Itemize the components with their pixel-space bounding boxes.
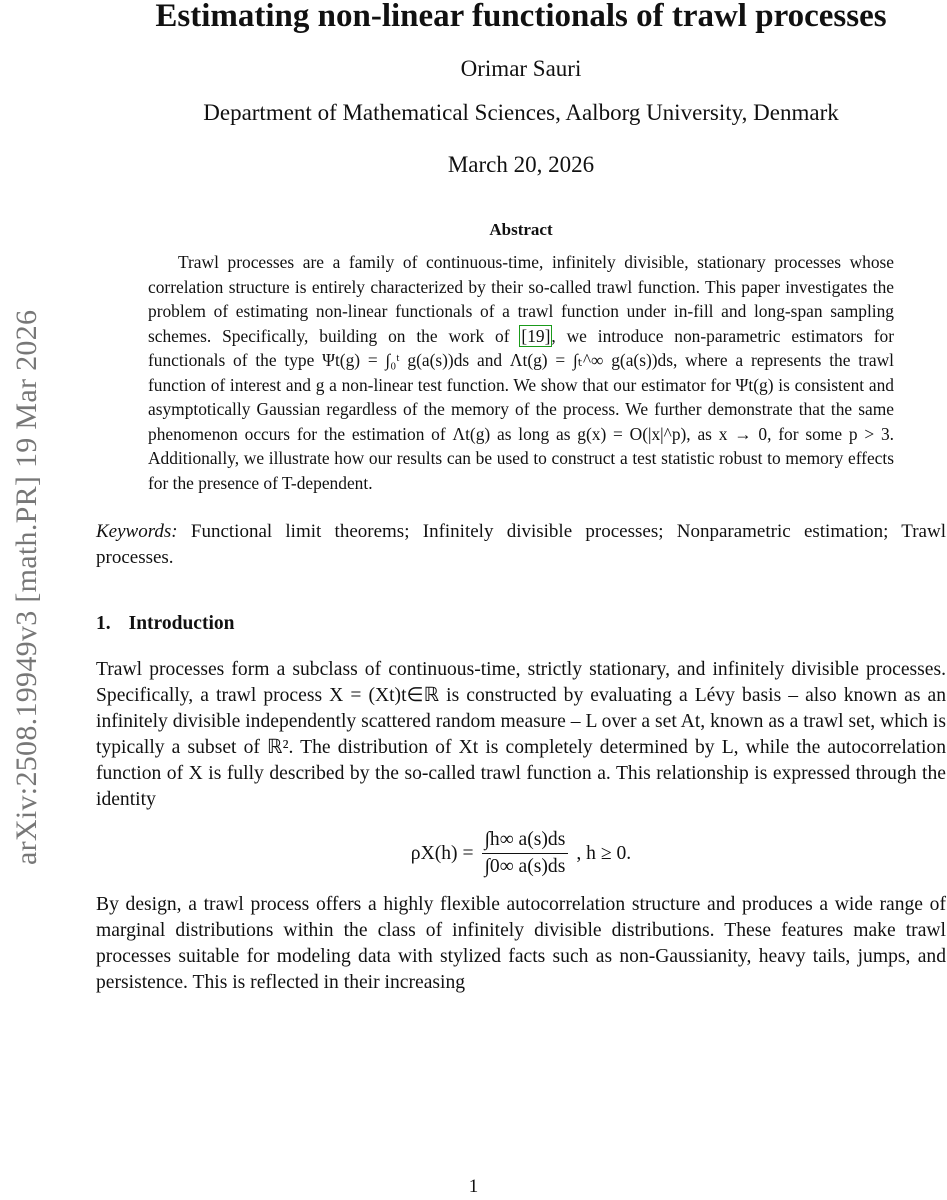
keywords-label: Keywords: [96,521,178,542]
equation-condition: , h ≥ 0. [576,842,632,864]
abstract-text-3: , where a represents the trawl function of interest and g a non-linear test function. We show that our estimator for Ψt(g) is consistent and asymptotically Gaussian regardless of the memory of the process. We further demonstrate that the same phenomenon occurs for the estimation of Λt(g) as long as g(x) = O(|x|^p), as x → 0, for some p > 3. Additionally, we illustrate how our results can be used to construct a test statistic robust to memory effects for the presence of T-dependent. [148,350,894,493]
lambda-definition: Λt(g) = ∫ₜ^∞ g(a(s))ds [509,350,674,370]
intro-paragraph-2: By design, a trawl process offers a highly flexible autocorrelation structure and produces a wide range of marginal distributions within the class of infinitely divisible distributions. These features make trawl processes suitable for modeling data with stylized facts such as non-Gaussianity, heavy tails, jumps, and persistence. This is reflected in their increasing [96,894,946,993]
page-number: 1 [468,1176,479,1197]
section-number: 1. [96,613,111,634]
equation-fraction [482,829,569,878]
psi-definition: Ψt(g) = ∫₀ᵗ g(a(s))ds [322,350,470,370]
author-name: Orimar Sauri [460,56,582,81]
equation-lhs: ρX(h) = [410,842,474,864]
autocorrelation-equation [96,829,946,878]
keywords [96,519,946,571]
paper-page [96,0,946,996]
citation-link-19[interactable]: [19] [521,325,551,346]
section-heading-introduction [96,613,946,635]
arxiv-identifier: arXiv:2508.19949v3 [math.PR] 19 Mar 2026 [10,309,43,865]
abstract-heading: Abstract [489,220,553,239]
equation-denominator: ∫0∞ a(s)ds [484,856,566,877]
keywords-text: Functional limit theorems; Infinitely divisible processes; Nonparametric estimation; Trawl processes. [96,521,946,568]
abstract-text-1: Trawl processes are a family of continuous-time, infinitely divisible, stationary processes whose correlation structure is entirely characterized by their so-called trawl function. This paper investigates the problem of estimating non-linear functionals of a trawl function under in-fill and long-span sampling schemes. Specifically, building on the work of [148,252,894,346]
equation-numerator: ∫h∞ a(s)ds [482,829,569,854]
abstract-body [148,250,894,495]
abstract-text-2: , we introduce non-parametric estimators for functionals of the type [148,325,894,370]
arxiv-sidebar-stamp [0,0,60,1200]
paper-title: Estimating non-linear functionals of trawl processes [155,0,887,34]
intro-paragraph-1: Trawl processes form a subclass of continuous-time, strictly stationary, and infinitely divisible processes. Specifically, a trawl process X = (Xt)t∈ℝ is constructed by evaluating a Lévy basis – also known as an infinitely divisible independently scattered random measure – L over a set At, known as a trawl set, which is typically a subset of ℝ². The distribution of Xt is completely determined by L, while the autocorrelation function of X is fully described by the so-called trawl function a. This relationship is expressed through the identity [96,659,946,810]
author-affiliation: Department of Mathematical Sciences, Aalborg University, Denmark [203,100,839,125]
abstract-and: and [469,350,510,370]
section-title: Introduction [128,613,235,634]
paper-date: March 20, 2026 [447,152,595,177]
